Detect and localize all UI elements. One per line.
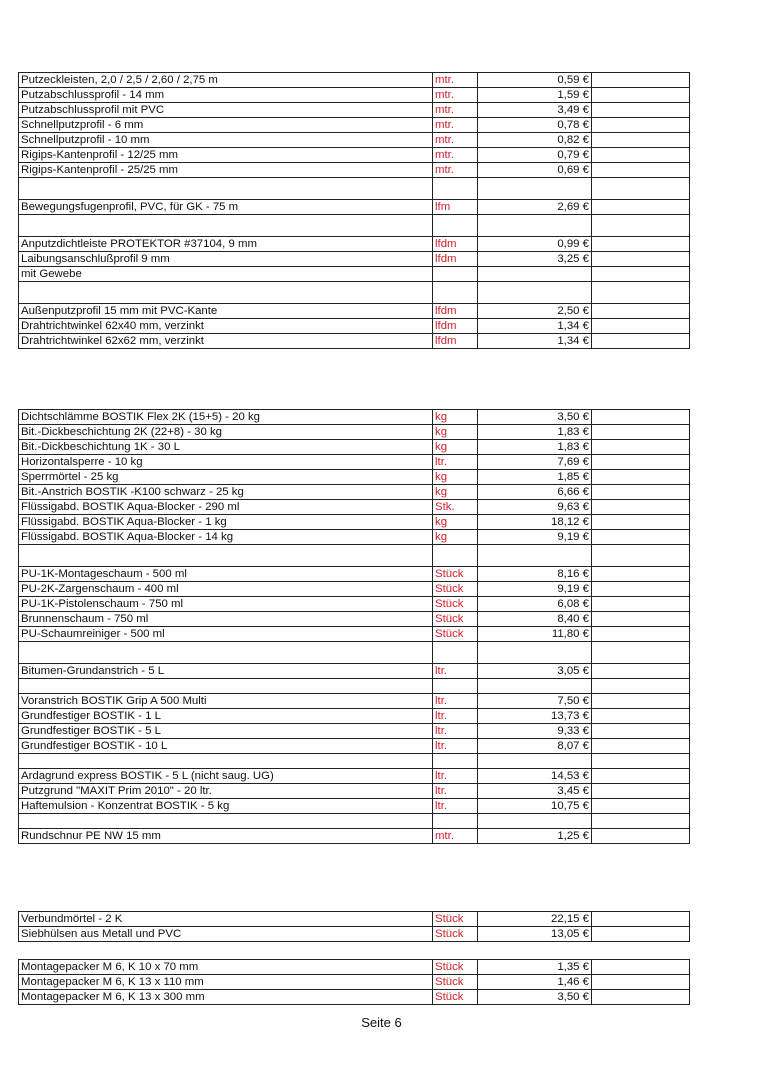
quantity-cell: [592, 515, 690, 530]
table-row: [19, 829, 690, 844]
price-cell: 0,69 €: [478, 163, 592, 178]
unit-cell: Stück: [433, 597, 478, 612]
price-cell: 3,50 €: [478, 410, 592, 425]
quantity-cell: [592, 582, 690, 597]
item-name-cell: [19, 679, 433, 694]
price-cell: 3,25 €: [478, 252, 592, 267]
table-row: [19, 485, 690, 500]
quantity-cell: [592, 163, 690, 178]
table-row: [19, 267, 690, 282]
spacer-row: [19, 215, 690, 237]
price-cell: 9,63 €: [478, 500, 592, 515]
quantity-cell: [592, 664, 690, 679]
quantity-cell: [592, 485, 690, 500]
spacer-row: [19, 679, 690, 694]
unit-cell: [433, 178, 478, 200]
price-cell: 1,25 €: [478, 829, 592, 844]
price-cell: 10,75 €: [478, 799, 592, 814]
unit-cell: kg: [433, 470, 478, 485]
quantity-cell: [592, 304, 690, 319]
item-name-cell: Putzabschlussprofil mit PVC: [19, 103, 433, 118]
price-table-sealants: [18, 409, 690, 844]
table-row: [19, 319, 690, 334]
price-cell: 7,50 €: [478, 694, 592, 709]
price-cell: 9,19 €: [478, 582, 592, 597]
unit-cell: ltr.: [433, 739, 478, 754]
unit-cell: kg: [433, 485, 478, 500]
item-name-cell: Dichtschlämme BOSTIK Flex 2K (15+5) - 20 kg: [19, 410, 433, 425]
table-row: [19, 200, 690, 215]
quantity-cell: [592, 567, 690, 582]
quantity-cell: [592, 282, 690, 304]
item-name-cell: [19, 215, 433, 237]
unit-cell: mtr.: [433, 118, 478, 133]
unit-cell: [433, 267, 478, 282]
quantity-cell: [592, 319, 690, 334]
spacer-row: [19, 282, 690, 304]
item-name-cell: Außenputzprofil 15 mm mit PVC-Kante: [19, 304, 433, 319]
unit-cell: Stück: [433, 612, 478, 627]
unit-cell: [433, 679, 478, 694]
unit-cell: kg: [433, 530, 478, 545]
quantity-cell: [592, 425, 690, 440]
price-cell: 8,16 €: [478, 567, 592, 582]
price-cell: 1,35 €: [478, 960, 592, 975]
unit-cell: Stück: [433, 582, 478, 597]
unit-cell: Stück: [433, 960, 478, 975]
quantity-cell: [592, 612, 690, 627]
item-name-cell: Horizontalsperre - 10 kg: [19, 455, 433, 470]
quantity-cell: [592, 912, 690, 927]
quantity-cell: [592, 627, 690, 642]
price-cell: 1,83 €: [478, 425, 592, 440]
unit-cell: [433, 814, 478, 829]
table-row: [19, 515, 690, 530]
price-cell: 3,45 €: [478, 784, 592, 799]
unit-cell: lfm: [433, 200, 478, 215]
item-name-cell: Verbundmörtel - 2 K: [19, 912, 433, 927]
unit-cell: [433, 642, 478, 664]
table-row: [19, 784, 690, 799]
quantity-cell: [592, 769, 690, 784]
price-cell: 0,79 €: [478, 148, 592, 163]
quantity-cell: [592, 679, 690, 694]
item-name-cell: Rundschnur PE NW 15 mm: [19, 829, 433, 844]
item-name-cell: [19, 545, 433, 567]
item-name-cell: Voranstrich BOSTIK Grip A 500 Multi: [19, 694, 433, 709]
item-name-cell: Laibungsanschlußprofil 9 mm: [19, 252, 433, 267]
quantity-cell: [592, 178, 690, 200]
spacer-row: [19, 754, 690, 769]
price-cell: [478, 282, 592, 304]
unit-cell: lfdm: [433, 237, 478, 252]
unit-cell: mtr.: [433, 163, 478, 178]
price-cell: 3,05 €: [478, 664, 592, 679]
item-name-cell: PU-1K-Montageschaum - 500 ml: [19, 567, 433, 582]
item-name-cell: Flüssigabd. BOSTIK Aqua-Blocker - 1 kg: [19, 515, 433, 530]
price-cell: 8,40 €: [478, 612, 592, 627]
quantity-cell: [592, 334, 690, 349]
item-name-cell: [19, 282, 433, 304]
item-name-cell: Putzgrund "MAXIT Prim 2010" - 20 ltr.: [19, 784, 433, 799]
item-name-cell: PU-Schaumreiniger - 500 ml: [19, 627, 433, 642]
item-name-cell: Grundfestiger BOSTIK - 5 L: [19, 724, 433, 739]
quantity-cell: [592, 200, 690, 215]
table-row: [19, 500, 690, 515]
price-cell: 0,99 €: [478, 237, 592, 252]
item-name-cell: Bitumen-Grundanstrich - 5 L: [19, 664, 433, 679]
unit-cell: mtr.: [433, 103, 478, 118]
table-row: [19, 410, 690, 425]
unit-cell: ltr.: [433, 709, 478, 724]
unit-cell: Stk.: [433, 500, 478, 515]
price-cell: 2,50 €: [478, 304, 592, 319]
price-cell: 9,19 €: [478, 530, 592, 545]
quantity-cell: [592, 694, 690, 709]
unit-cell: ltr.: [433, 694, 478, 709]
page-number: Seite 6: [361, 1015, 402, 1030]
quantity-cell: [592, 470, 690, 485]
quantity-cell: [592, 545, 690, 567]
quantity-cell: [592, 642, 690, 664]
unit-cell: lfdm: [433, 252, 478, 267]
price-cell: 9,33 €: [478, 724, 592, 739]
unit-cell: ltr.: [433, 769, 478, 784]
price-cell: 22,15 €: [478, 912, 592, 927]
quantity-cell: [592, 148, 690, 163]
price-cell: [478, 545, 592, 567]
unit-cell: lfdm: [433, 319, 478, 334]
item-name-cell: Bewegungsfugenprofil, PVC, für GK - 75 m: [19, 200, 433, 215]
table-row: [19, 927, 690, 942]
table-row: [19, 769, 690, 784]
table-row: [19, 627, 690, 642]
unit-cell: lfdm: [433, 304, 478, 319]
quantity-cell: [592, 990, 690, 1005]
price-cell: 13,05 €: [478, 927, 592, 942]
table-row: [19, 530, 690, 545]
unit-cell: kg: [433, 410, 478, 425]
unit-cell: ltr.: [433, 799, 478, 814]
table-row: [19, 133, 690, 148]
price-cell: 11,80 €: [478, 627, 592, 642]
unit-cell: ltr.: [433, 664, 478, 679]
price-table-mortar: [18, 911, 690, 942]
price-cell: [478, 814, 592, 829]
table-row: [19, 88, 690, 103]
item-name-cell: Bit.-Dickbeschichtung 1K - 30 L: [19, 440, 433, 455]
item-name-cell: Anputzdichtleiste PROTEKTOR #37104, 9 mm: [19, 237, 433, 252]
item-name-cell: [19, 642, 433, 664]
price-cell: 1,83 €: [478, 440, 592, 455]
price-table-profiles: [18, 72, 690, 349]
spacer-row: [19, 814, 690, 829]
spacer-row: [19, 642, 690, 664]
item-name-cell: Grundfestiger BOSTIK - 10 L: [19, 739, 433, 754]
price-cell: [478, 267, 592, 282]
price-cell: 1,59 €: [478, 88, 592, 103]
quantity-cell: [592, 829, 690, 844]
unit-cell: mtr.: [433, 88, 478, 103]
item-name-cell: Schnellputzprofil - 10 mm: [19, 133, 433, 148]
table-row: [19, 148, 690, 163]
price-cell: 1,46 €: [478, 975, 592, 990]
quantity-cell: [592, 530, 690, 545]
table-row: [19, 567, 690, 582]
quantity-cell: [592, 133, 690, 148]
unit-cell: Stück: [433, 990, 478, 1005]
price-cell: 13,73 €: [478, 709, 592, 724]
item-name-cell: Bit.-Anstrich BOSTIK -K100 schwarz - 25 kg: [19, 485, 433, 500]
quantity-cell: [592, 440, 690, 455]
quantity-cell: [592, 724, 690, 739]
unit-cell: ltr.: [433, 455, 478, 470]
price-cell: 18,12 €: [478, 515, 592, 530]
item-name-cell: Rigips-Kantenprofil - 12/25 mm: [19, 148, 433, 163]
unit-cell: Stück: [433, 912, 478, 927]
item-name-cell: mit Gewebe: [19, 267, 433, 282]
unit-cell: kg: [433, 515, 478, 530]
price-cell: 3,50 €: [478, 990, 592, 1005]
unit-cell: mtr.: [433, 73, 478, 88]
quantity-cell: [592, 975, 690, 990]
item-name-cell: Flüssigabd. BOSTIK Aqua-Blocker - 290 ml: [19, 500, 433, 515]
table-row: [19, 612, 690, 627]
table-row: [19, 334, 690, 349]
unit-cell: Stück: [433, 627, 478, 642]
quantity-cell: [592, 267, 690, 282]
item-name-cell: Montagepacker M 6, K 13 x 110 mm: [19, 975, 433, 990]
unit-cell: kg: [433, 425, 478, 440]
unit-cell: Stück: [433, 975, 478, 990]
item-name-cell: Bit.-Dickbeschichtung 2K (22+8) - 30 kg: [19, 425, 433, 440]
price-table-packers: [18, 959, 690, 1005]
table-row: [19, 252, 690, 267]
price-cell: 0,59 €: [478, 73, 592, 88]
item-name-cell: Drahtrichtwinkel 62x40 mm, verzinkt: [19, 319, 433, 334]
item-name-cell: [19, 178, 433, 200]
price-cell: [478, 754, 592, 769]
spacer-row: [19, 178, 690, 200]
unit-cell: ltr.: [433, 724, 478, 739]
quantity-cell: [592, 597, 690, 612]
price-cell: 8,07 €: [478, 739, 592, 754]
table-row: [19, 975, 690, 990]
item-name-cell: Rigips-Kantenprofil - 25/25 mm: [19, 163, 433, 178]
price-cell: [478, 642, 592, 664]
item-name-cell: Grundfestiger BOSTIK - 1 L: [19, 709, 433, 724]
quantity-cell: [592, 784, 690, 799]
item-name-cell: Putzabschlussprofil - 14 mm: [19, 88, 433, 103]
item-name-cell: Flüssigabd. BOSTIK Aqua-Blocker - 14 kg: [19, 530, 433, 545]
quantity-cell: [592, 73, 690, 88]
unit-cell: [433, 215, 478, 237]
price-cell: 14,53 €: [478, 769, 592, 784]
quantity-cell: [592, 215, 690, 237]
price-cell: 2,69 €: [478, 200, 592, 215]
price-cell: 1,34 €: [478, 319, 592, 334]
price-cell: 1,34 €: [478, 334, 592, 349]
quantity-cell: [592, 410, 690, 425]
price-cell: 3,49 €: [478, 103, 592, 118]
price-cell: 1,85 €: [478, 470, 592, 485]
table-row: [19, 709, 690, 724]
quantity-cell: [592, 500, 690, 515]
table-row: [19, 664, 690, 679]
quantity-cell: [592, 739, 690, 754]
price-cell: 0,78 €: [478, 118, 592, 133]
table-row: [19, 990, 690, 1005]
item-name-cell: Montagepacker M 6, K 13 x 300 mm: [19, 990, 433, 1005]
price-cell: 6,08 €: [478, 597, 592, 612]
unit-cell: [433, 545, 478, 567]
item-name-cell: [19, 814, 433, 829]
quantity-cell: [592, 103, 690, 118]
item-name-cell: Schnellputzprofil - 6 mm: [19, 118, 433, 133]
price-cell: 6,66 €: [478, 485, 592, 500]
price-cell: [478, 178, 592, 200]
table-row: [19, 440, 690, 455]
price-cell: [478, 215, 592, 237]
unit-cell: Stück: [433, 567, 478, 582]
unit-cell: Stück: [433, 927, 478, 942]
quantity-cell: [592, 927, 690, 942]
unit-cell: [433, 282, 478, 304]
item-name-cell: Montagepacker M 6, K 10 x 70 mm: [19, 960, 433, 975]
quantity-cell: [592, 960, 690, 975]
quantity-cell: [592, 252, 690, 267]
item-name-cell: Drahtrichtwinkel 62x62 mm, verzinkt: [19, 334, 433, 349]
table-row: [19, 597, 690, 612]
quantity-cell: [592, 754, 690, 769]
price-cell: [478, 679, 592, 694]
quantity-cell: [592, 118, 690, 133]
quantity-cell: [592, 709, 690, 724]
table-row: [19, 425, 690, 440]
unit-cell: [433, 754, 478, 769]
table-row: [19, 163, 690, 178]
table-row: [19, 304, 690, 319]
table-row: [19, 582, 690, 597]
item-name-cell: Brunnenschaum - 750 ml: [19, 612, 433, 627]
item-name-cell: PU-2K-Zargenschaum - 400 ml: [19, 582, 433, 597]
unit-cell: lfdm: [433, 334, 478, 349]
quantity-cell: [592, 814, 690, 829]
unit-cell: ltr.: [433, 784, 478, 799]
spacer-row: [19, 545, 690, 567]
price-cell: 7,69 €: [478, 455, 592, 470]
table-row: [19, 455, 690, 470]
item-name-cell: Sperrmörtel - 25 kg: [19, 470, 433, 485]
quantity-cell: [592, 455, 690, 470]
quantity-cell: [592, 799, 690, 814]
table-row: [19, 470, 690, 485]
unit-cell: mtr.: [433, 148, 478, 163]
quantity-cell: [592, 237, 690, 252]
item-name-cell: PU-1K-Pistolenschaum - 750 ml: [19, 597, 433, 612]
unit-cell: kg: [433, 440, 478, 455]
item-name-cell: Haftemulsion - Konzentrat BOSTIK - 5 kg: [19, 799, 433, 814]
table-row: [19, 118, 690, 133]
unit-cell: mtr.: [433, 829, 478, 844]
unit-cell: mtr.: [433, 133, 478, 148]
table-row: [19, 694, 690, 709]
table-row: [19, 739, 690, 754]
item-name-cell: Putzeckleisten, 2,0 / 2,5 / 2,60 / 2,75 m: [19, 73, 433, 88]
quantity-cell: [592, 88, 690, 103]
table-row: [19, 960, 690, 975]
item-name-cell: Siebhülsen aus Metall und PVC: [19, 927, 433, 942]
item-name-cell: [19, 754, 433, 769]
table-row: [19, 73, 690, 88]
item-name-cell: Ardagrund express BOSTIK - 5 L (nicht saug. UG): [19, 769, 433, 784]
table-row: [19, 103, 690, 118]
table-row: [19, 724, 690, 739]
table-row: [19, 912, 690, 927]
price-cell: 0,82 €: [478, 133, 592, 148]
table-row: [19, 799, 690, 814]
table-row: [19, 237, 690, 252]
